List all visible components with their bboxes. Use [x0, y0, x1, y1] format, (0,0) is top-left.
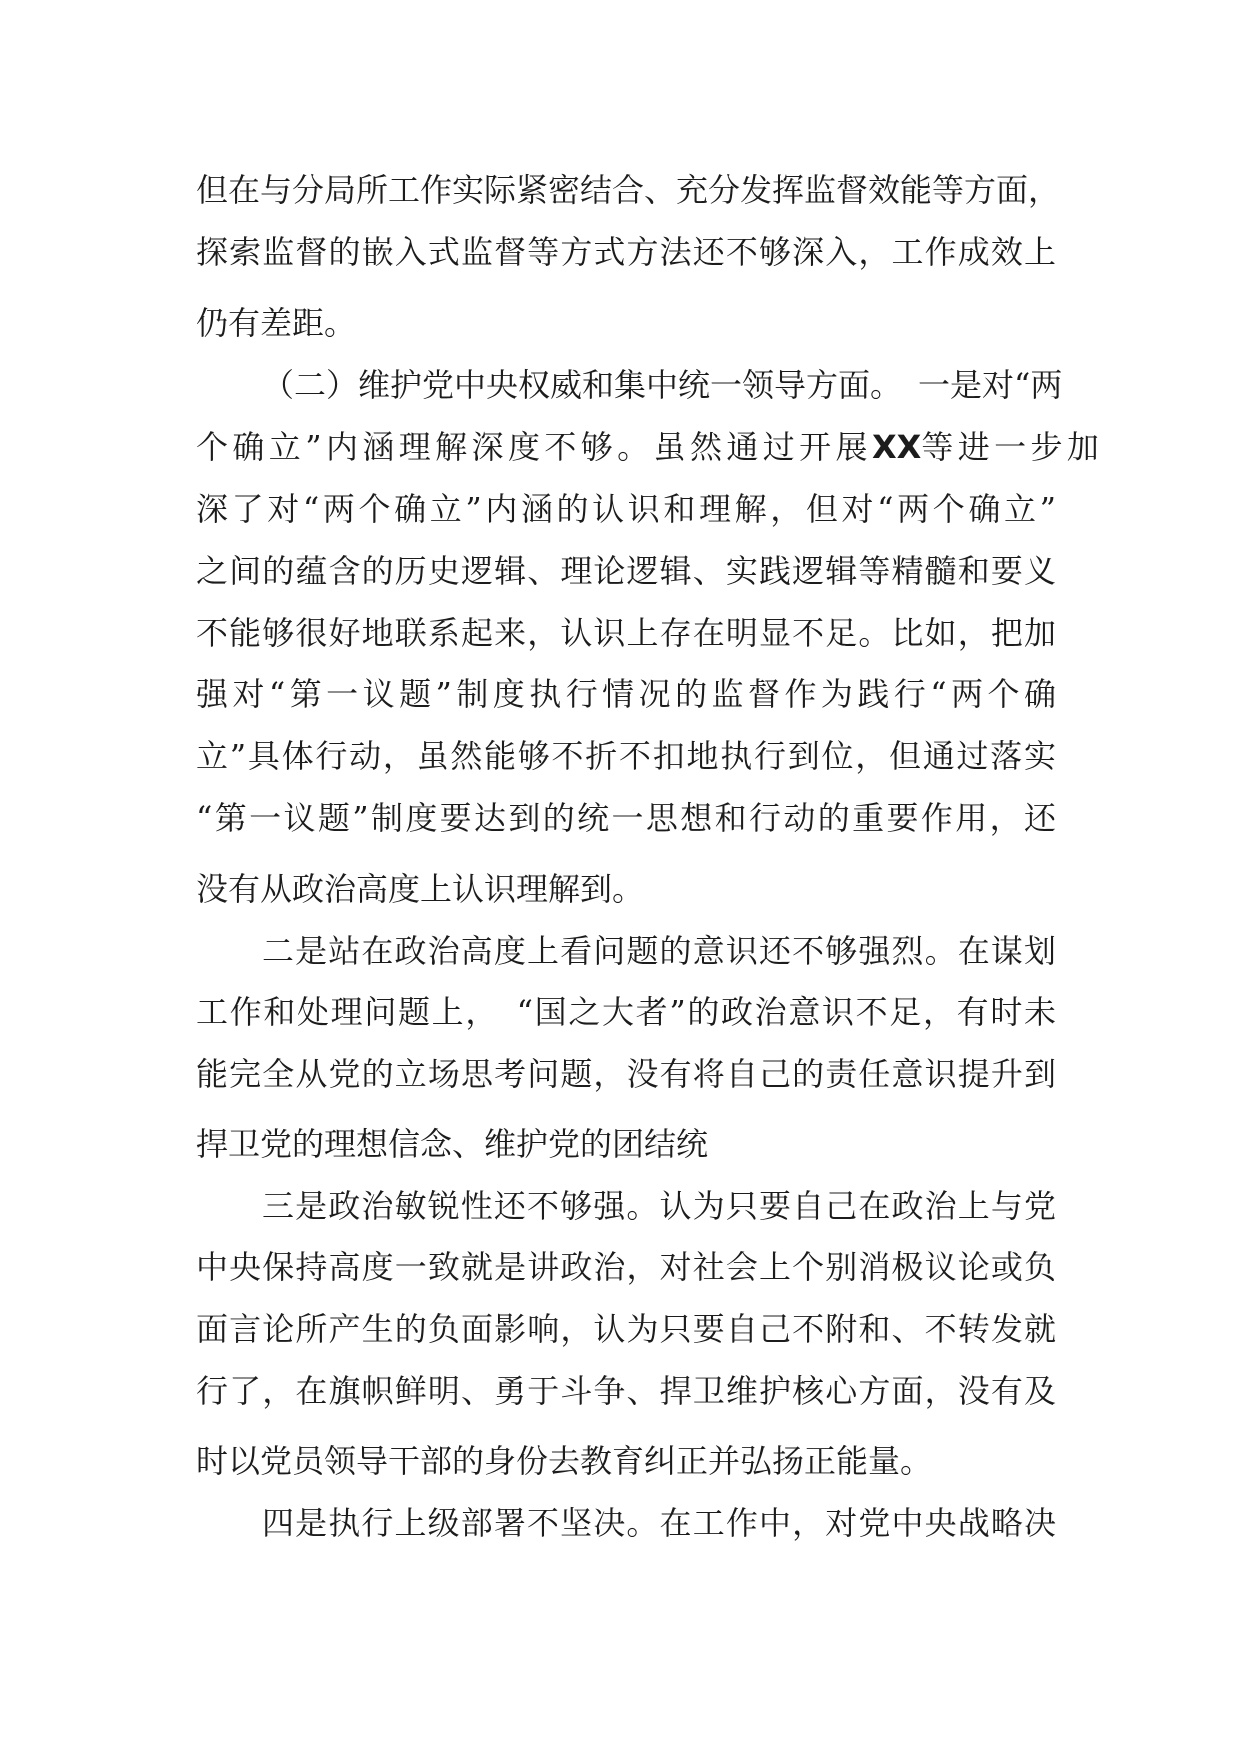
text-line: 四是执行上级部署不坚决。在工作中，对党中央战略决 — [262, 1504, 1056, 1542]
text-line: 深了对“两个确立”内涵的认识和理解，但对“两个确立” — [196, 490, 1056, 528]
text-line: 仍有差距。 — [196, 304, 357, 342]
text-line: 之间的蕴含的历史逻辑、理论逻辑、实践逻辑等精髓和要义 — [196, 552, 1056, 590]
text-line: 三是政治敏锐性还不够强。认为只要自己在政治上与党 — [262, 1187, 1056, 1225]
text-line: 立”具体行动，虽然能够不折不扣地执行到位，但通过落实 — [196, 737, 1056, 775]
text-line: 中央保持高度一致就是讲政治，对社会上个别消极议论或负 — [196, 1248, 1056, 1286]
text-line: 行了，在旗帜鲜明、勇于斗争、捍卫维护核心方面，没有及 — [196, 1372, 1056, 1410]
text-line: 捍卫党的理想信念、维护党的团结统 — [196, 1125, 709, 1163]
text-span: 等进一步加 — [921, 428, 1104, 466]
text-span: 个确立”内涵理解深度不够。虽然通过开展 — [196, 428, 872, 466]
text-line: “第一议题”制度要达到的统一思想和行动的重要作用，还 — [196, 799, 1056, 837]
text-line: 但在与分局所工作实际紧密结合、充分发挥监督效能等方面， — [196, 171, 1061, 209]
text-line: 时以党员领导干部的身份去教育纠正并弘扬正能量。 — [196, 1442, 933, 1480]
text-line — [196, 425, 1104, 469]
text-line: 强对“第一议题”制度执行情况的监督作为践行“两个确 — [196, 675, 1056, 713]
text-line: 工作和处理问题上， “国之大者”的政治意识不足，有时未 — [196, 993, 1056, 1031]
text-line: 能完全从党的立场思考问题，没有将自己的责任意识提升到 — [196, 1055, 1056, 1093]
section-heading-line: （二）维护党中央权威和集中统一领导方面。 一是对“两 — [262, 366, 1063, 404]
text-line: 不能够很好地联系起来，认识上存在明显不足。比如，把加 — [196, 614, 1056, 652]
text-line: 二是站在政治高度上看问题的意识还不够强烈。在谋划 — [262, 932, 1056, 970]
text-line: 没有从政治高度上认识理解到。 — [196, 870, 645, 908]
text-line: 面言论所产生的负面影响，认为只要自己不附和、不转发就 — [196, 1310, 1056, 1348]
placeholder-xx: XX — [871, 428, 922, 466]
text-line: 探索监督的嵌入式监督等方式方法还不够深入，工作成效上 — [196, 233, 1056, 271]
